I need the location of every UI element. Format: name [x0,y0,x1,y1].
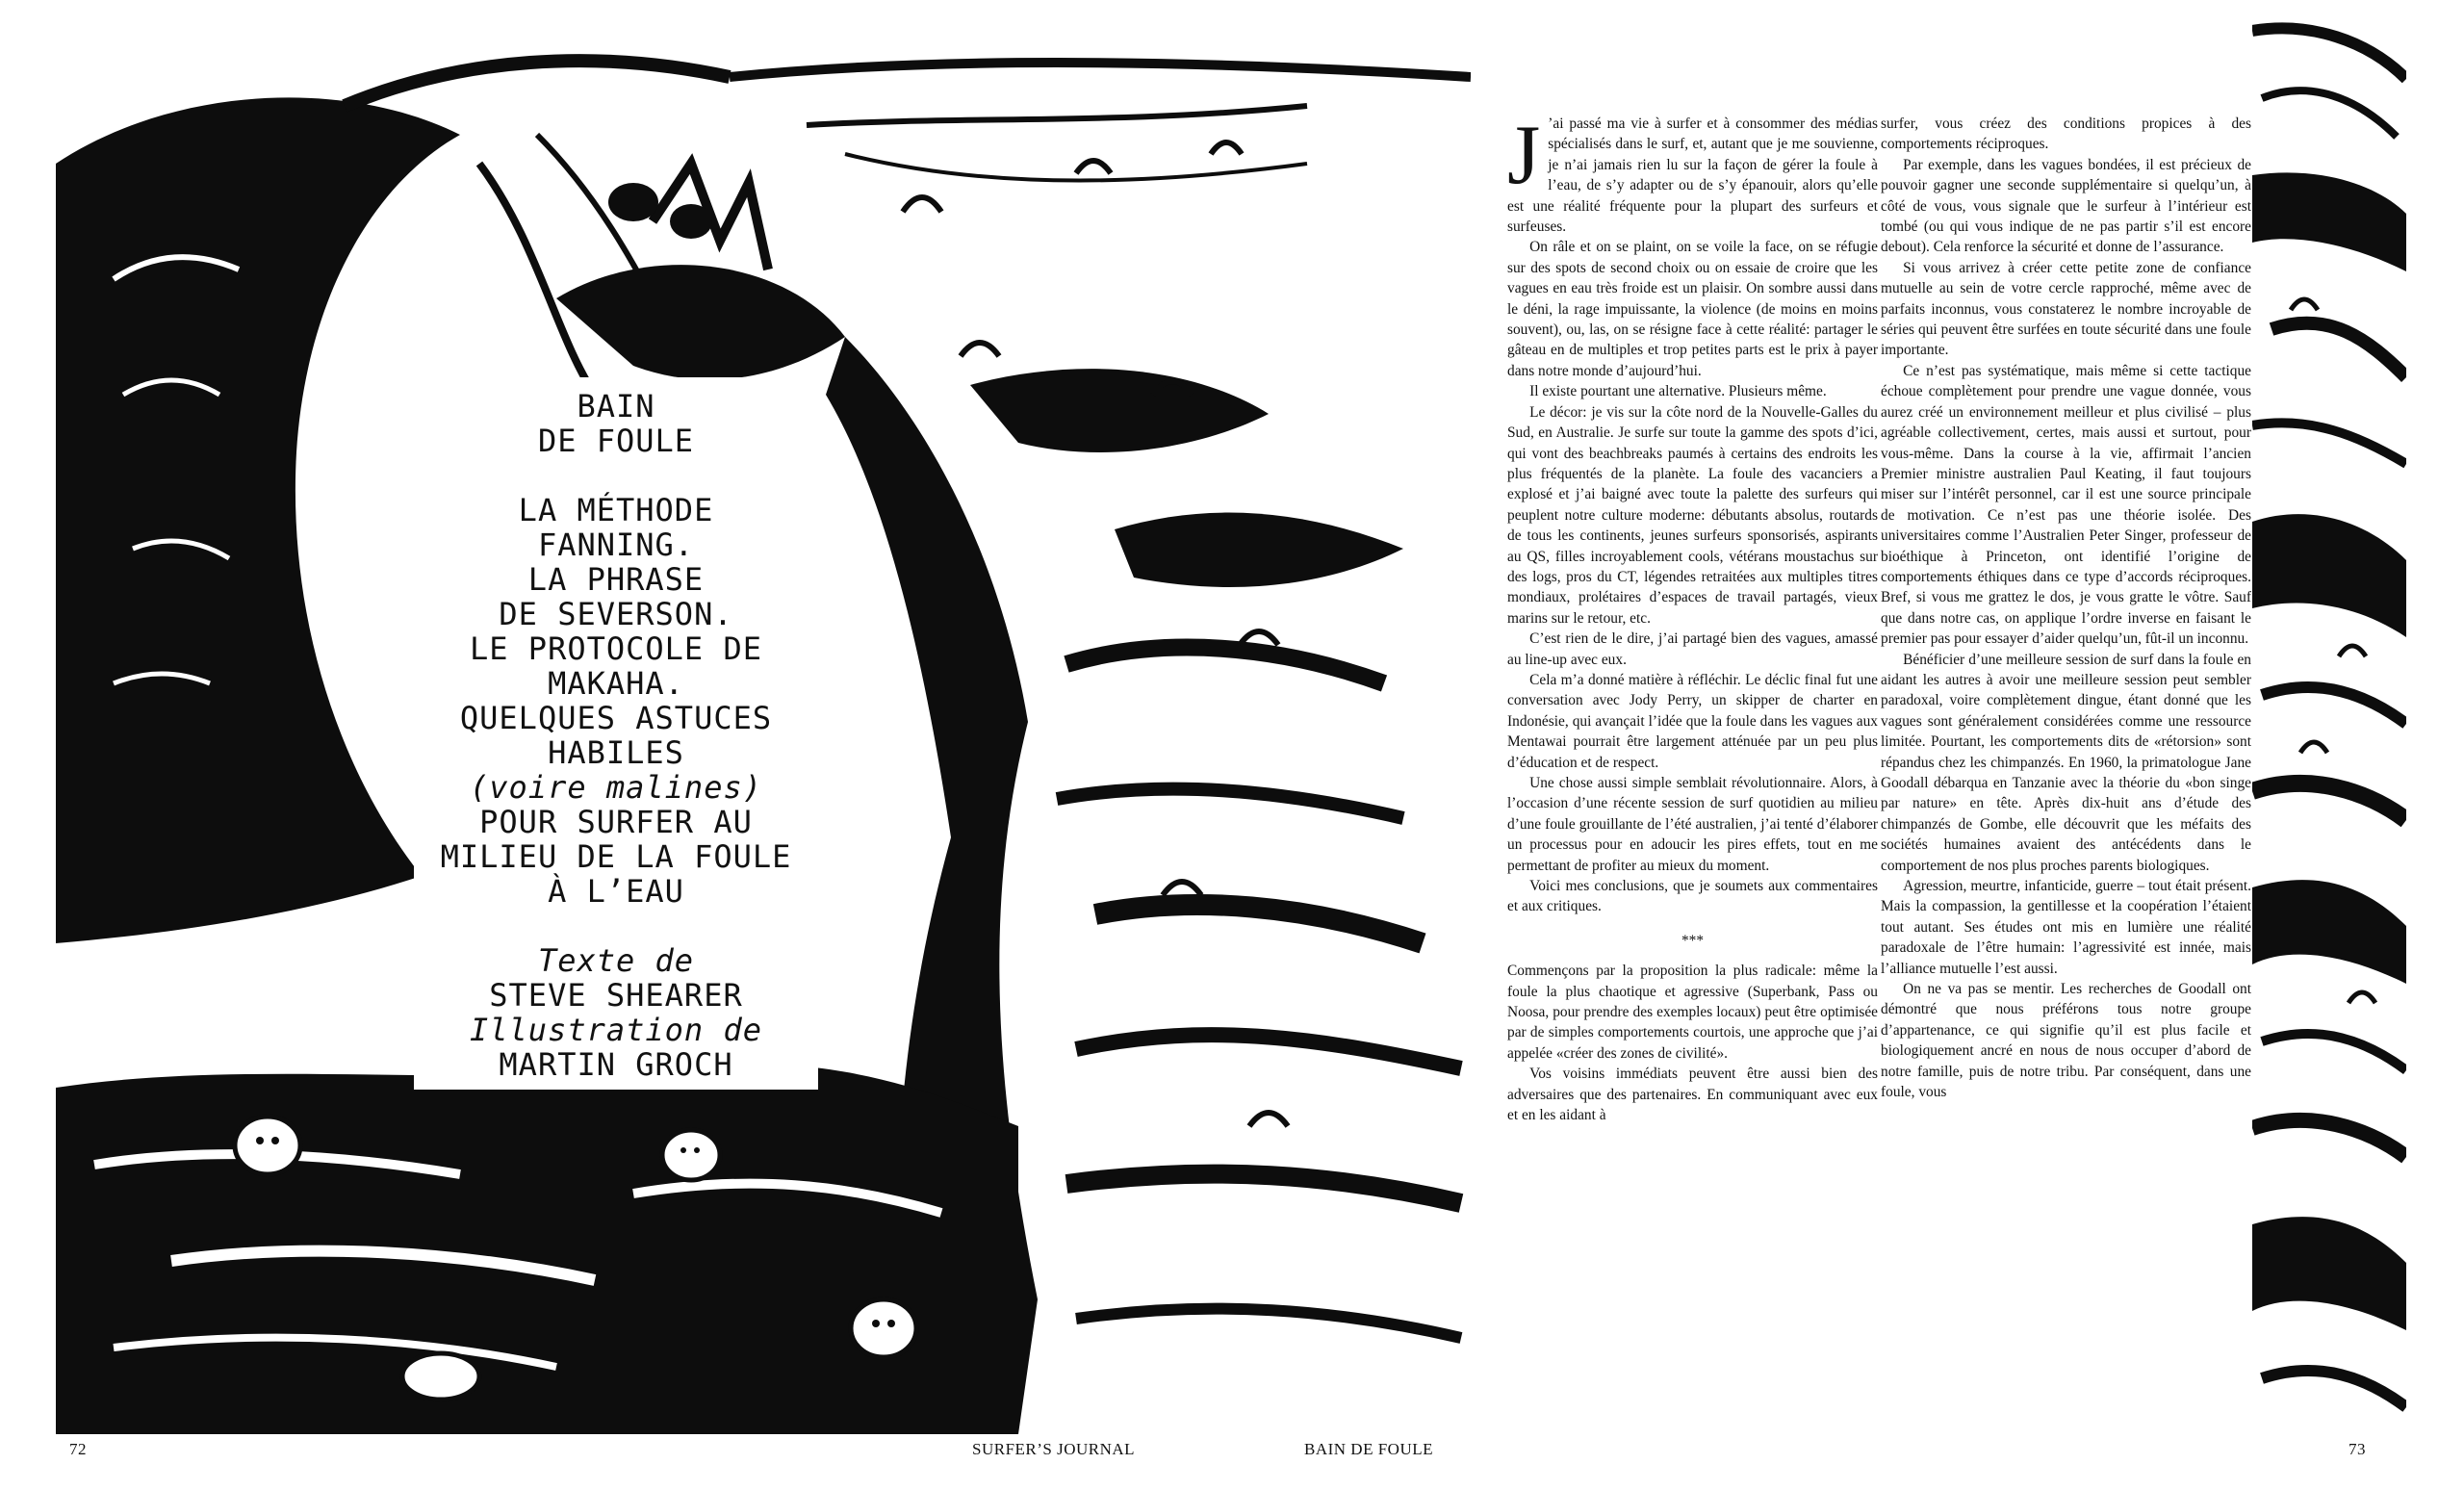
headline-line: MILIEU DE LA FOULE [440,838,792,875]
edge-illustration [2252,21,2406,1434]
headline-line: À L’EAU [548,873,684,910]
headline-line-italic: (voire malines) [470,769,762,806]
headline-line: MAKAHA. [548,665,684,702]
article-paragraph: On ne va pas se mentir. Les recherches de Goodall ont démontré que nous préférons tous notre groupe d’appartenance, ce qui signifie qu’il est plus facile et biologiquement ancré en nous de nous occuper d’abord de notre famille, puis de notre tribu. Par conséquent, dans une foule, vous [1881,981,2251,1101]
title-gap [414,909,818,943]
headline-line: HABILES [548,734,684,771]
article-paragraph: On râle et on se plaint, on se voile la face, on se réfugie sur des spots de second choix ou on essaie de croire que les vagues en eau très froide est un plaisir. On sombre aussi dans le déni, la rage impuissante, la violence (de moins en moins souvent), ou, las, on se résigne face à cette réalité: partager le gâteau en de multiples et trop petites parts est le prix à payer dans notre monde d’aujourd’hui. [1507,239,1878,379]
drop-cap: J [1507,114,1541,202]
article-paragraph [1507,114,1878,237]
title-gap [414,458,818,493]
page-number-right: 73 [2348,1440,2366,1458]
article-paragraph: Commençons par la proposition la plus radicale: même la foule la plus chaotique et agressive (Superbank, Pass ou Noosa, pour prendre des exemples locaux) peut être optimisée par de simples comportements courtois, une approche que j’ai appelée «créer des zones de civilité». [1507,963,1878,1062]
article-paragraph: Cela m’a donné matière à réfléchir. Le déclic final fut une conversation avec Jody Perry, un skipper de charter en Indonésie, qui avançait l’idée que la foule dans les vagues aux Mentawai pourrait être largement atténuée par un peu plus d’éducation et de respect. [1507,671,1878,771]
headline-line: DE SEVERSON. [499,596,733,632]
headline-line: FANNING. [537,527,695,563]
headline-line: LA PHRASE [527,561,705,598]
article-paragraph: Agression, meurtre, infanticide, guerre – tout était présent. Mais la compassion, la gentillesse et la coopération l’étaient tout autant. Ses études ont mis en lumière une réalité paradoxale de l’être humain: l’agressivité est innée, mais l’alliance mutuelle l’est aussi. [1881,878,2251,977]
ink-strip-drawing [2252,21,2406,1434]
article-paragraph: Par exemple, dans les vagues bondées, il est précieux de pouvoir gagner une seconde supplémentaire si quelqu’un, à côté de vous, vous signale que le surfeur à l’intérieur est tombé (ou qui vous indique de ne pas partir s’il est encore debout). Cela renforce la sécurité et donne de l’assurance. [1881,156,2251,256]
byline-label: Texte de [537,942,695,979]
article-column-left [1507,114,1878,1442]
title-line: DE FOULE [537,423,695,459]
article-paragraph: surfer, vous créez des conditions propices à des comportements réciproques. [1881,116,2251,153]
headline-line: LE PROTOCOLE DE [470,630,762,667]
article-title-block [414,377,818,1090]
title-line: BAIN [577,388,655,424]
article-paragraph: Une chose aussi simple semblait révolutionnaire. Alors, à l’occasion d’une récente session de surf quotidien au milieu d’une foule grouillante de l’été australien, j’ai tenté d’élaborer un processus pour en adoucir les pires effets, tout en me permettant de profiter au mieux du moment. [1507,775,1878,874]
headline-line: POUR SURFER AU [479,804,753,840]
running-footer-journal: SURFER’S JOURNAL [972,1440,1136,1458]
article-paragraph: Voici mes conclusions, que je soumets aux commentaires et aux critiques. [1507,878,1878,915]
article-paragraph: C’est rien de le dire, j’ai partagé bien des vagues, amassé au line-up avec eux. [1507,630,1878,668]
article-column-right [1881,114,2251,1442]
article-paragraph: Vos voisins immédiats peuvent être aussi bien des adversaires que des partenaires. En communiquant avec eux et en les aidant à [1507,1066,1878,1124]
article-paragraph: Le décor: je vis sur la côte nord de la Nouvelle-Galles du Sud, en Australie. Je surfe sur toute la gamme des spots d’ici, qui vont des beachbreaks paumés à certains des endroits les plus fréquentés de la planète. La foule des vacanciers a explosé et j’ai baigné avec toute la palette des surfeurs qui peuplent notre culture moderne: débutants absolus, routards de tous les continents, jeunes surfeurs sponsorisés, aspirants au QS, filles incroyablement cools, vétérans moustachus sur des logs, pros du CT, légendes retraitées aux multiples titres mondiaux, prolétaires d’espaces de travail partagés, vieux marins sur le retour, etc. [1507,403,1878,627]
article-paragraph: Ce n’est pas systématique, mais même si cette tactique échoue complètement pour prendre une vague donnée, vous aurez créé un environnement meilleur et plus civilisé – plus agréable collectivement, certes, mais aussi et surtout, pour vous-même. Dans la course à la vie, affirmait l’ancien Premier ministre australien Paul Keating, il faut toujours miser sur l’intérêt personnel, car il est une source principale de motivation. Ce n’est pas une théorie isolée. Des universitaires comme l’Australien Peter Singer, professeur de bioéthique à Princeton, ont identifié l’origine de comportements éthiques dans ce type d’accords réciproques. Bref, si vous me grattez le dos, je vous gratte le vôtre. Sauf que dans notre cas, on applique l’ordre inverse en faisant le premier pas pour essayer d’aider quelqu’un, fût-il un inconnu. [1881,362,2251,648]
article-paragraph: Il existe pourtant une alternative. Plusieurs même. [1529,383,1827,400]
section-separator: *** [1681,932,1705,949]
headline-line: LA MÉTHODE [518,492,714,528]
illustrator-label: Illustration de [470,1012,762,1048]
headline-line: QUELQUES ASTUCES [459,700,773,736]
illustrator-name: MARTIN GROCH [499,1046,733,1083]
page-number-left: 72 [69,1440,87,1458]
author-name: STEVE SHEARER [489,977,743,1014]
running-footer-section: BAIN DE FOULE [1304,1440,1433,1458]
article-paragraph: Si vous arrivez à créer cette petite zone de confiance mutuelle au sein de votre cercle rapproché, même avec de parfaits inconnus, vous constaterez le nombre incroyable de séries qui peuvent être surfées en toute sécurité dans une foule importante. [1881,259,2251,359]
article-paragraph: Bénéficier d’une meilleure session de surf dans la foule en aidant les autres à avoir une meilleure session peut sembler paradoxal, voire complètement dingue, étant donné que les vagues sont généralement considérées comme une ressource limitée. Pourtant, les comportements dits de «rétorsion» sont répandus chez les chimpanzés. En 1960, la primatologue Jane Goodall débarqua en Tanzanie avec la théorie du «bon singe par nature» en tête. Après dix-huit ans d’étude des chimpanzés de Gombe, elle découvrit que les méfaits des sociétés humaines avaient des antécédents dans le comportement de nos plus proches parents biologiques. [1881,651,2251,874]
first-paragraph-text: ’ai passé ma vie à surfer et à consommer des médias spécialisés dans le surf, et, autant que je me souvienne, je n’ai jamais rien lu sur la façon de gérer la foule à l’eau, de s’y adapter ou de s’y épanouir, alors qu’elle est une réalité fréquente pour la plupart des surfeurs et surfeuses. [1507,116,1878,236]
